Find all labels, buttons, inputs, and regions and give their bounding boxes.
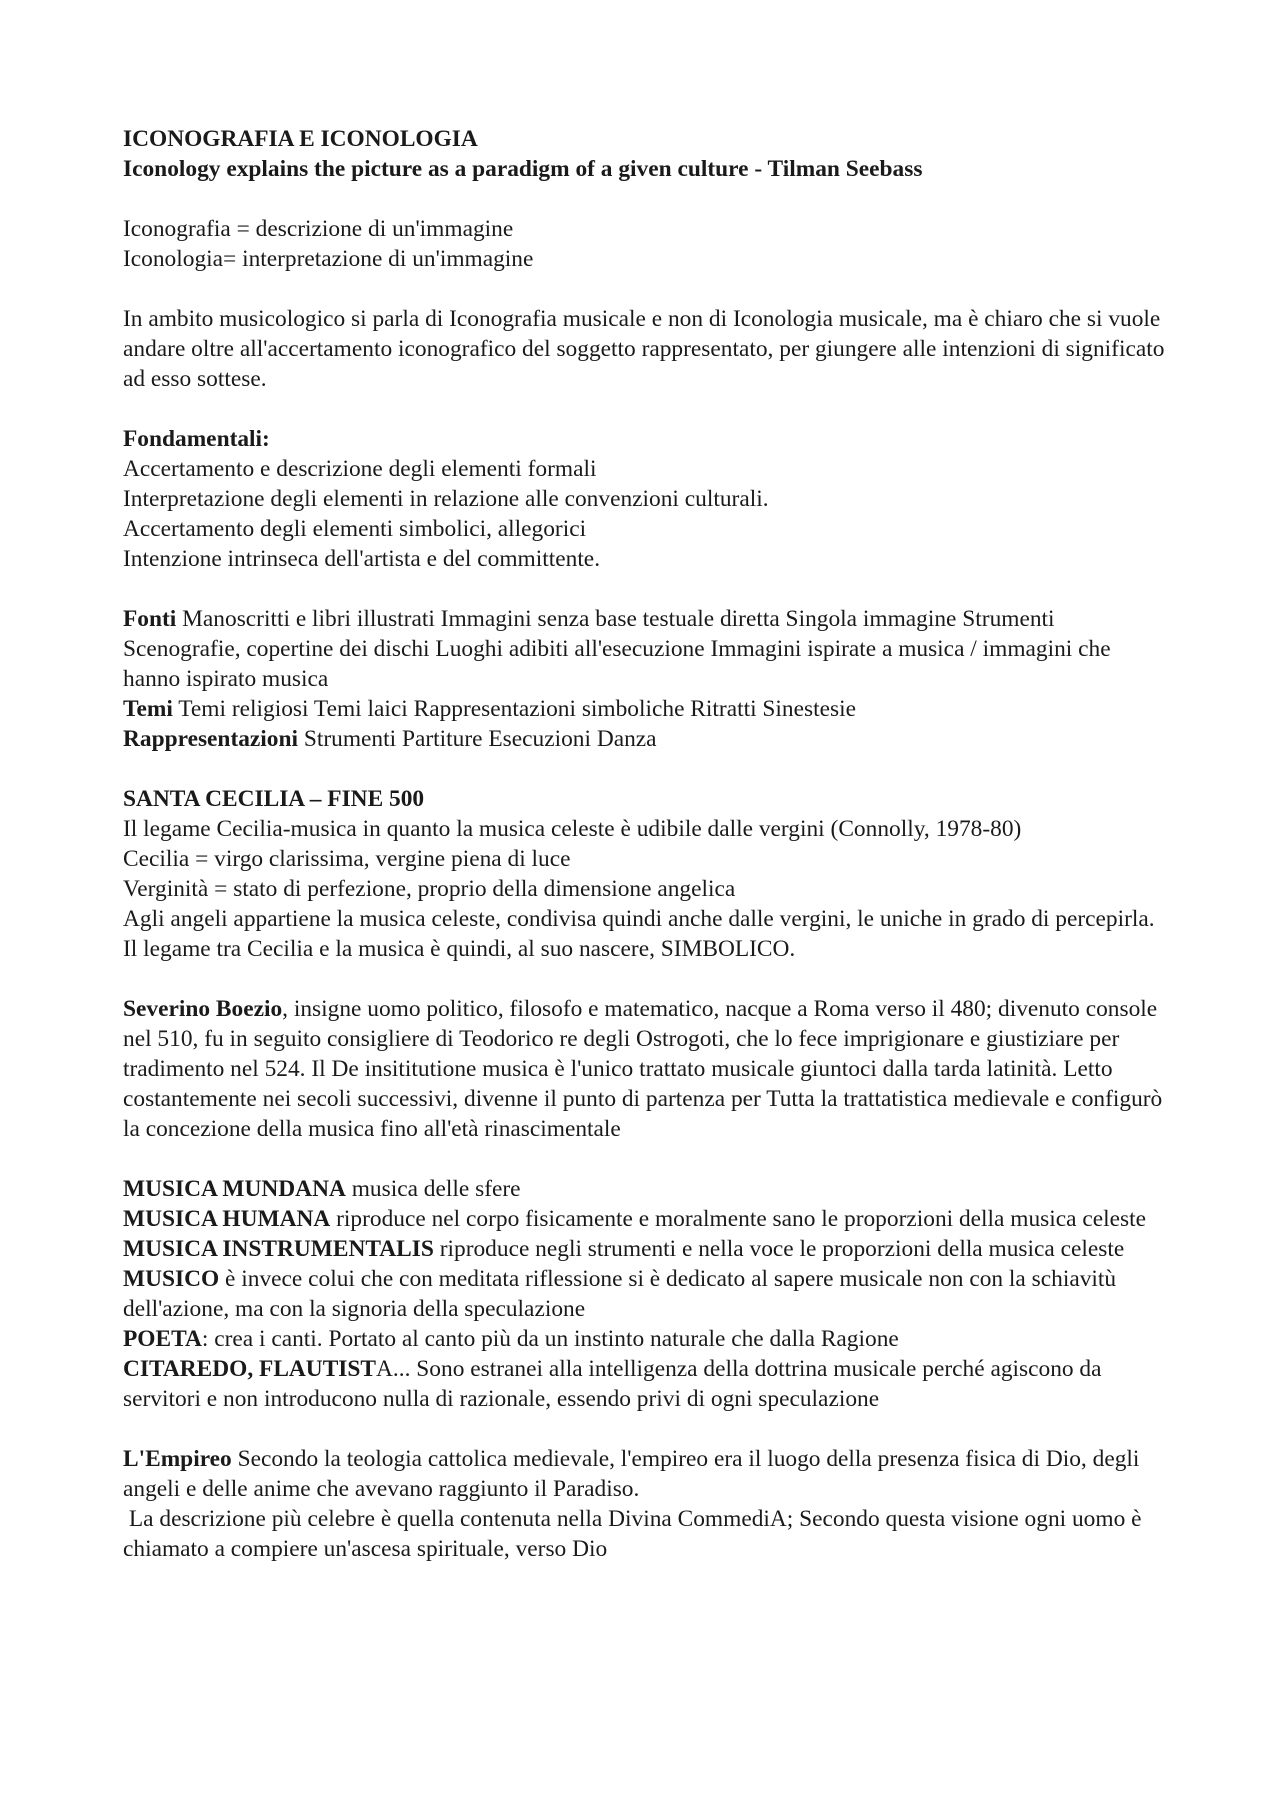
spacer <box>123 1414 1173 1444</box>
citaredo-text: A... Sono estranei alla intelligenza della dottrina musicale perché agiscono da servitori e non introducono nulla di razionale, essendo privi di ogni speculazione <box>123 1356 1102 1412</box>
boezio-text: , insigne uomo politico, filosofo e matematico, nacque a Roma verso il 480; divenuto console nel 510, fu in seguito consigliere di Teodorico re degli Ostrogoti, che lo fece imprigionare e giustiziare per tradimento nel 524. Il De insititutione musica è l'unico trattato musicale giuntoci dalla tarda latinità. Letto costantemente nei secoli successivi, divenne il punto di partenza per Tutta la trattatistica medievale e configurò la concezione della musica fino all'età rinascimentale <box>123 996 1163 1142</box>
intro-paragraph: In ambito musicologico si parla di Iconografia musicale e non di Iconologia musicale, ma è chiaro che si vuole andare oltre all'accertamento iconografico del soggetto rappresentato, per giungere alle intenzioni di significato ad esso sottese. <box>123 306 1165 392</box>
musica-instrumentalis-paragraph <box>123 1234 1173 1264</box>
musico-label: MUSICO <box>123 1266 220 1292</box>
fondamentali-item: Accertamento degli elementi simbolici, allegorici <box>123 516 587 542</box>
spacer <box>123 394 1173 424</box>
musica-mundana-paragraph <box>123 1174 1173 1204</box>
document-title: ICONOGRAFIA E ICONOLOGIA <box>123 126 478 152</box>
santa-cecilia-heading: SANTA CECILIA – FINE 500 <box>123 786 425 812</box>
empireo-continuation: La descrizione più celebre è quella contenuta nella Divina CommediA; Secondo questa visione ogni uomo è chiamato a compiere un'ascesa spirituale, verso Dio <box>123 1506 1148 1562</box>
rappresentazioni-label: Rappresentazioni <box>123 726 299 752</box>
spacer <box>123 754 1173 784</box>
fondamentali-item: Intenzione intrinseca dell'artista e del committente. <box>123 546 601 572</box>
poeta-paragraph <box>123 1324 1173 1354</box>
boezio-paragraph <box>123 994 1173 1144</box>
santa-cecilia-line: Il legame tra Cecilia e la musica è quindi, al suo nascere, SIMBOLICO. <box>123 936 796 962</box>
citaredo-label: CITAREDO, FLAUTIST <box>123 1356 377 1382</box>
spacer <box>123 574 1173 604</box>
fondamentali-item: Interpretazione degli elementi in relazione alle convenzioni culturali. <box>123 486 769 512</box>
spacer <box>123 1144 1173 1174</box>
santa-cecilia-line: Cecilia = virgo clarissima, vergine piena di luce <box>123 846 571 872</box>
musica-humana-paragraph <box>123 1204 1173 1234</box>
spacer <box>123 964 1173 994</box>
fondamentali-item: Accertamento e descrizione degli elementi formali <box>123 456 597 482</box>
poeta-label: POETA <box>123 1326 202 1352</box>
temi-text: Temi religiosi Temi laici Rappresentazioni simboliche Ritratti Sinestesie <box>172 696 856 722</box>
document-page <box>123 124 1173 1564</box>
empireo-label: L'Empireo <box>123 1446 232 1472</box>
boezio-label: Severino Boezio <box>123 996 283 1022</box>
citaredo-paragraph <box>123 1354 1173 1414</box>
rappresentazioni-text: Strumenti Partiture Esecuzioni Danza <box>298 726 657 752</box>
rappresentazioni-paragraph <box>123 724 1173 754</box>
temi-label: Temi <box>123 696 173 722</box>
santa-cecilia-line: Il legame Cecilia-musica in quanto la musica celeste è udibile dalle vergini (Connolly, 1978-80) <box>123 816 1022 842</box>
musica-humana-text: riproduce nel corpo fisicamente e moralmente sano le proporzioni della musica celeste <box>330 1206 1147 1232</box>
musica-instrumentalis-label: MUSICA INSTRUMENTALIS <box>123 1236 434 1262</box>
musico-text: è invece colui che con meditata riflessione si è dedicato al sapere musicale non con la schiavitù dell'azione, ma con la signoria della speculazione <box>123 1266 1117 1322</box>
temi-paragraph <box>123 694 1173 724</box>
fondamentali-heading: Fondamentali: <box>123 426 270 452</box>
empireo-paragraph <box>123 1444 1173 1504</box>
musica-humana-label: MUSICA HUMANA <box>123 1206 331 1232</box>
spacer <box>123 184 1173 214</box>
fonti-label: Fonti <box>123 606 177 632</box>
spacer <box>123 274 1173 304</box>
santa-cecilia-line: Verginità = stato di perfezione, proprio della dimensione angelica <box>123 876 736 902</box>
musica-mundana-text: musica delle sfere <box>345 1176 521 1202</box>
empireo-text: Secondo la teologia cattolica medievale, l'empireo era il luogo della presenza fisica di Dio, degli angeli e delle anime che avevano raggiunto il Paradiso. <box>123 1446 1140 1502</box>
definition-iconografia: Iconografia = descrizione di un'immagine <box>123 216 514 242</box>
fonti-paragraph <box>123 604 1173 694</box>
document-subtitle: Iconology explains the picture as a paradigm of a given culture - Tilman Seebass <box>123 156 923 182</box>
fonti-text: Manoscritti e libri illustrati Immagini senza base testuale diretta Singola immagine Strumenti Scenografie, copertine dei dischi Luoghi adibiti all'esecuzione Immagini ispirate a musica / immagini che hanno ispirato musica <box>123 606 1111 692</box>
poeta-text: : crea i canti. Portato al canto più da un instinto naturale che dalla Ragione <box>201 1326 899 1352</box>
musica-mundana-label: MUSICA MUNDANA <box>123 1176 346 1202</box>
santa-cecilia-line: Agli angeli appartiene la musica celeste, condivisa quindi anche dalle vergini, le uniche in grado di percepirla. <box>123 906 1155 932</box>
definition-iconologia: Iconologia= interpretazione di un'immagine <box>123 246 534 272</box>
musica-instrumentalis-text: riproduce negli strumenti e nella voce le proporzioni della musica celeste <box>433 1236 1125 1262</box>
musico-paragraph <box>123 1264 1173 1324</box>
